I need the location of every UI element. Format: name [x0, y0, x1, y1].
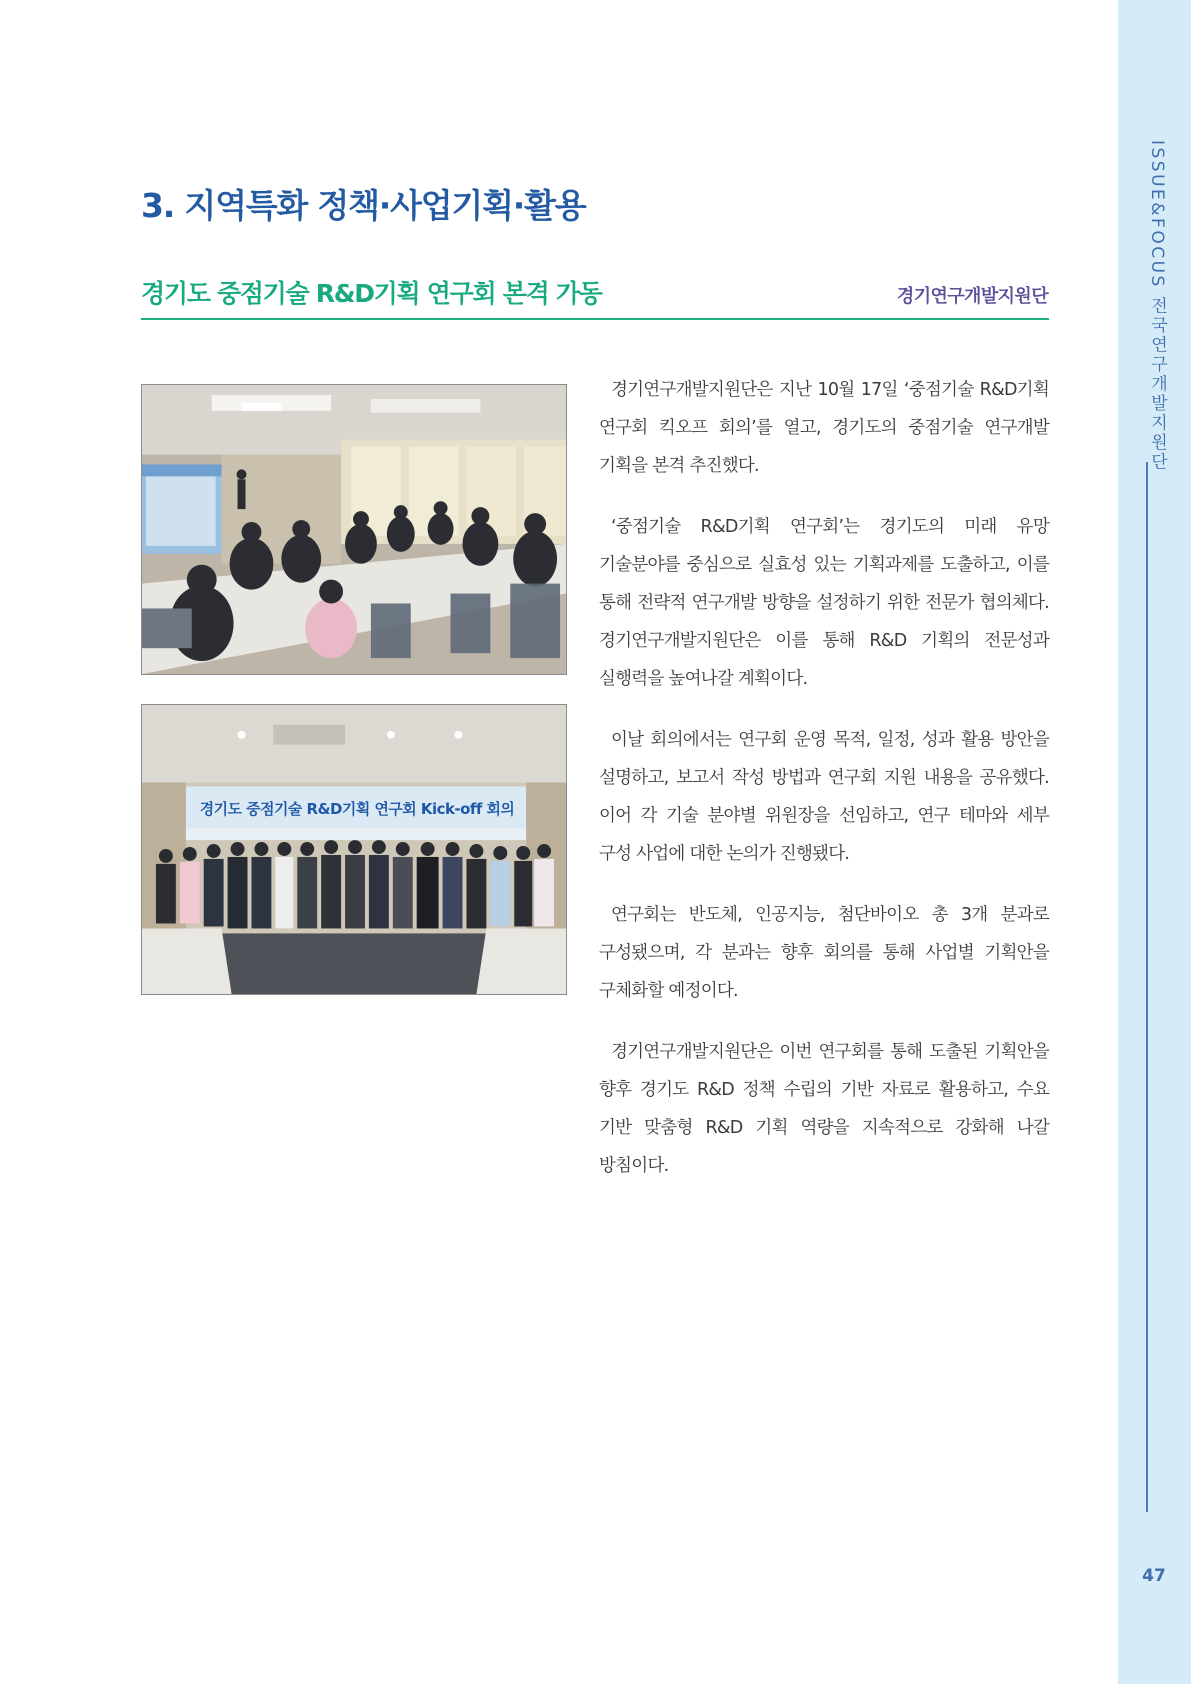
- section-title: 3. 지역특화 정책·사업기획·활용: [141, 186, 586, 225]
- body-paragraph: 경기연구개발지원단은 이번 연구회를 통해 도출된 기획안을 향후 경기도 R&D 정책 수립의 기반 자료로 활용하고, 수요 기반 맞춤형 R&D 기획 역량을 지속적으로 강화해 나갈 방침이다.: [599, 1042, 1049, 1176]
- body-paragraph: 연구회는 반도체, 인공지능, 첨단바이오 총 3개 분과로 구성됐으며, 각 분과는 향후 회의를 통해 사업별 기획안을 구체화할 예정이다.: [599, 905, 1049, 1001]
- body-paragraph: 이날 회의에서는 연구회 운영 목적, 일정, 성과 활용 방안을 설명하고, 보고서 작성 방법과 연구회 지원 내용을 공유했다. 이어 각 기술 분야별 위원장을 선임하고, 연구 테마와 세부 구성 사업에 대한 논의가 진행됐다.: [599, 730, 1049, 864]
- title-divider: [141, 318, 1049, 320]
- group-photo-image: [142, 705, 566, 994]
- page-number: 47: [1142, 1566, 1166, 1586]
- body-paragraph: ‘중점기술 R&D기획 연구회’는 경기도의 미래 유망 기술분야를 중심으로 실효성 있는 기획과제를 도출하고, 이를 통해 전략적 연구개발 방향을 설정하기 위한 전문가 협의체다. 경기연구개발지원단은 이를 통해 R&D 기획의 전문성과 실행력을 높여나갈 계획이다.: [599, 517, 1050, 689]
- sidebar-divider: [1146, 462, 1148, 1512]
- article-body: [599, 371, 1049, 1208]
- banner-text: 경기도 중점기술 R&D기획 연구회 Kick-off 회의: [199, 800, 515, 819]
- meeting-photo: [141, 384, 567, 675]
- article-title: 경기도 중점기술 R&D기획 연구회 본격 가동: [141, 279, 602, 308]
- meeting-photo-image: [142, 385, 566, 674]
- organization-name: 경기연구개발지원단: [896, 286, 1048, 307]
- group-photo: [141, 704, 567, 995]
- sidebar-label: ISSUE&FOCUS 전국연구개발지원단: [1147, 140, 1167, 473]
- body-paragraph: 경기연구개발지원단은 지난 10월 17일 ‘중점기술 R&D기획 연구회 킥오프 회의’를 열고, 경기도의 중점기술 연구개발 기획을 본격 추진했다.: [599, 380, 1049, 476]
